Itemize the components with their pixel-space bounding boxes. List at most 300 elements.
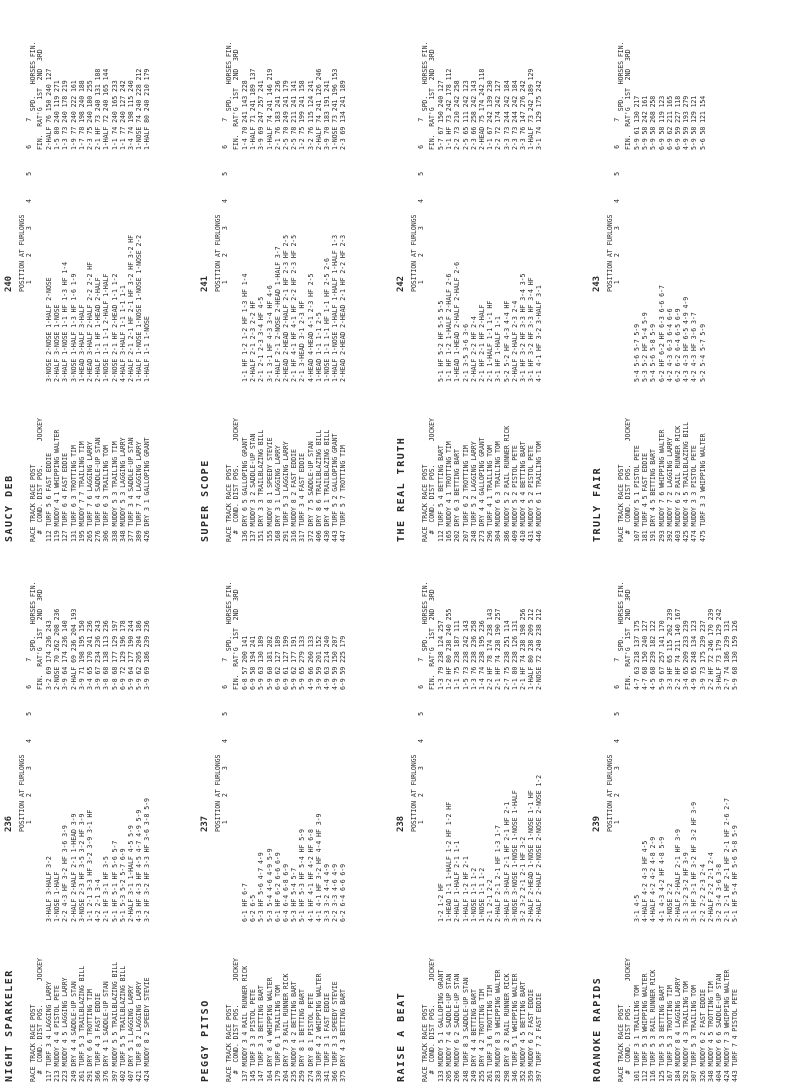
finish-row: 1-HALF 74 241 146 219 (265, 68, 274, 150)
race-info-row: 410 MUDDY 4 4 BETTING BART (518, 441, 527, 542)
position-calls-row: 6-2 6-2 6-4 6-5 6-9 (673, 308, 682, 382)
finish-row: 1-HALF 80 238 209 212 (527, 608, 536, 690)
furlongs-header: POSITION AT FURLONGS 1 2 3 4 5 6 7 (18, 657, 34, 832)
position-calls-row: 5-1 HF 5-1 HF 5-6 5-7 (110, 840, 119, 922)
race-info-header: RACE TRACK RACE POST # COND. DIST POS. JOCKEY (29, 958, 45, 1082)
race-info-row: 202 DRY 6 3 BETTING BART (453, 449, 462, 542)
position-calls-row: 4-2 4-3 6-3 6-4 6-6 (665, 308, 674, 382)
position-calls-row: 3-2 3-2 2-1 2-1 HF 3-2 (518, 836, 527, 922)
position-calls-row: 3-3 3-2 4-4 4-9 (322, 863, 331, 922)
position-calls-row: 4-2 2-1 3-4 (94, 879, 103, 922)
block-number: 239 (592, 816, 602, 832)
horse-name: ROANOKE RAPIDS (592, 976, 603, 1082)
race-info-row: 249 DRY 4 4 SADDLE-UP STAN (69, 981, 78, 1082)
position-calls-row: 3-1 4-5 (633, 894, 641, 922)
race-info-row: 195 MUDDY 7 7 TRAILING TIM (77, 441, 86, 542)
finish-row: 5-9 63 130 189 (257, 635, 266, 690)
position-calls-row: 1-HEAD 1-1 1-1 2-5 (314, 312, 323, 382)
position-calls-row: 5-2 5-2 HF 4-3 4-4 HF (502, 300, 511, 382)
position-calls-row: 5-3 5-2 HF 5-4 5-9 (641, 312, 650, 382)
finish-row: 1-1 77 240 127 242 (118, 80, 127, 150)
finish-row: 1-1 75 238 187 111 (453, 620, 462, 690)
position-calls-row: 2-2 3-3 4-6 4-9 (331, 863, 340, 922)
finish-row: 2-1 HF 74 238 198 256 (518, 608, 527, 690)
finish-row: 3-8 68 138 113 236 (102, 620, 111, 690)
race-info-row: 137 MUDDY 3 4 RAIL RUNNER RICK (241, 965, 249, 1082)
position-calls-row: 4-HALF 4-2 4-3 HF 4-5 (641, 840, 650, 922)
position-calls-row: 2-1 3-HEAD 3-1 2-3 HF (298, 300, 307, 382)
finish-row: 2-5 70 249 241 179 (281, 80, 290, 150)
finish-row: 3-9 59 201 152 (314, 635, 323, 690)
position-calls-row: 6-2 6-4 6-6 6-9 (339, 863, 348, 922)
position-calls-spacer (618, 692, 634, 922)
position-calls-row: 1-1 2-1 3-3 HF 3-2 3-9 3-1 HF (85, 809, 94, 922)
race-info-row: 475 TURF 3 3 WHIPPING WALTER (698, 433, 707, 542)
race-info-row: 330 TURF 4 2 WHIPPING WALTER (314, 973, 323, 1082)
finish-row: 2-HALF 74 241 126 246 (314, 68, 323, 150)
position-calls-row: 1-HALF 1-1 1-NOSE (143, 316, 152, 382)
race-info-row: 430 DRY 4 1 TRAILBLAZING BILL (322, 429, 331, 542)
race-info-row: 298 DRY 8 2 RAIL RUNNER RICK (502, 973, 511, 1082)
finish-row: 3-4 65 170 241 236 (85, 620, 94, 690)
finish-row: 2-1 HF 73 240 131 188 (94, 68, 103, 150)
finish-row: 1-1 67 242 139 230 (486, 80, 495, 150)
position-calls-row: 3-2 3-4 3-6 3-8 (714, 863, 723, 922)
race-record-block (594, 542, 800, 1082)
position-calls-column (422, 692, 544, 922)
race-info-row: 133 MUDDY 5 1 GALLOPING GRANT (437, 969, 445, 1082)
race-info-row: 375 DRY 4 3 BETTING BART (339, 989, 348, 1082)
finish-row: 1-5 80 240 119 271 (53, 80, 62, 150)
race-info-row: 147 TURF 3 3 BETTING BART (257, 985, 266, 1082)
position-calls-row: 2-HALF 1-HALF 2-1 1-1 (453, 840, 462, 922)
race-info-row: 338 MUDDY 5 3 TRAILING TIM (110, 441, 119, 542)
race-info-row: 306 TURF 6 3 TRAILING TOM (102, 445, 111, 542)
position-calls-row: 2-HALF 2-1 2-NOSE 2-HEAD 1-HALF 3-7 (273, 246, 282, 382)
position-calls-row: 5-3 HF 5-4 5-7 (290, 867, 299, 922)
position-calls-row: 2-1 HF 3-1 HF 3-5 (102, 856, 111, 922)
finish-row: 1-1 HF 73 242 178 112 (445, 68, 454, 150)
finish-row: 1-1 80 238 126 131 (510, 620, 519, 690)
position-calls-row: 2-1 2-1 2-2 (486, 879, 495, 922)
race-info-row: 348 MUDDY 4 5 TROTTING TIM (706, 981, 715, 1082)
finish-column (226, 4, 348, 150)
position-calls-row: 3-1 HF 1-HALF 1-1 (494, 316, 503, 382)
horse-name: RAISE A BEAT (396, 991, 407, 1082)
race-info-row: 248 TURF 5 2 LAGGING LARRY (469, 441, 478, 542)
position-calls-row: 4-HALF 4-2 4-2 4-8 2-9 (649, 836, 658, 922)
race-info-row: 261 TURF 5 3 TRAILBLAZING BILL (77, 965, 86, 1082)
race-info-row: 402 TURF 5 5 TRAILBLAZING BILL (118, 965, 127, 1082)
race-info-row: 443 TURF 7 4 PISTOL PETE (731, 989, 740, 1082)
race-info-row: 119 MUDDY 4 1 WHIPPING WALTER (53, 429, 62, 542)
finish-row: 5-7 67 150 240 127 (437, 80, 445, 150)
race-info-row: 409 MUDDY 5 2 PISTOL PETE (510, 445, 519, 542)
race-info-row: 292 MUDDY 4 3 TRAILING TOM (682, 981, 691, 1082)
finish-row: 6-8 57 200 141 (241, 635, 249, 690)
finish-column (422, 544, 544, 690)
race-info-row: 366 TURF 4 3 FAST EDDIE (94, 992, 103, 1082)
race-info-row: 168 DRY 3 1 LAGGING LARRY (273, 445, 282, 542)
finish-row: 2-7 74 186 239 131 (723, 620, 732, 690)
furlongs-header: POSITION AT FURLONGS 1 2 3 4 5 6 7 (410, 657, 426, 832)
finish-row: 2-5 78 211 241 141 (290, 80, 299, 150)
position-calls-row: 6-1 HF 6-2 6-6 6-9 (273, 852, 282, 922)
race-info-row: 107 MUDDY 5 1 PISTOL PETE (633, 445, 641, 542)
position-calls-row: 3-1 HF 3-2 HF 3-3 HF 3-4 HF (527, 277, 536, 382)
position-calls-row: 2-HALF 2-HALF 2-1 1-HEAD 3-9 (69, 813, 78, 922)
position-calls-row: 3-2 HF 3-2 HF 3-3 HF 3-6 3-8 5-9 (143, 798, 152, 922)
race-info-row: 191 DRY 4 5 BETTING BART (649, 449, 658, 542)
finish-row: 2-HALF 76 150 240 127 (45, 68, 53, 150)
finish-row: 2-1 HF 74 238 190 257 (494, 608, 503, 690)
finish-row: 2-HEAD 75 174 242 118 (477, 68, 486, 150)
position-calls-spacer (30, 692, 46, 922)
horse-name: THE REAL TRUTH (396, 436, 407, 542)
position-calls-row: 4-HALF 3-HALF 1-1 1-1 1-1 (118, 285, 127, 382)
finish-row: 2-HALF 69 236 204 193 (69, 608, 78, 690)
horse-name: PEGGY PITSO (200, 999, 211, 1082)
block-number: 237 (200, 816, 210, 832)
block-number: 236 (4, 816, 14, 832)
position-calls-row: 1-HEAD 1-1 1-HALF 1-2 HF 1-2 HF (445, 802, 454, 922)
horse-name: SAUCY DEB (4, 474, 15, 542)
position-calls-row: 2-HALF 3-1 1-HALF 4-5 5-9 (126, 825, 135, 922)
position-calls-row: 2-HALF 2-HALF 2-3 2-4 (510, 300, 519, 382)
race-info-row: 431 MUDDY 5 2 PISTOL PETE (527, 445, 536, 542)
finish-column (422, 4, 544, 150)
finish-row: 1-3 76 238 236 258 (469, 620, 478, 690)
position-calls-row: 1-HALF 1-NOSE 1-HALF 1-HALF 1-HALF 1-3 (331, 234, 340, 382)
race-info-row: 377 TURF 3 4 SADDLE-UP STAN (126, 437, 135, 542)
position-calls-row: 2-1 HF 2-1 HF 2-HALF (477, 304, 486, 382)
position-calls-row: 1-HEAD 3-HALF 3-HALF (77, 304, 86, 382)
position-calls-row: 4-1 HF 4-1 HF 4-2 HF 6-8 (306, 829, 315, 922)
finish-row: 4-9 66 260 133 (306, 635, 315, 690)
position-calls-row: 4-HEAD 4-HEAD 4-1 2-3 HF 2-5 (306, 273, 315, 382)
finish-row: 1-NOSE 73 241 196 153 (331, 68, 340, 150)
race-info-row: 112 TURF 5 4 BETTING BART (437, 445, 445, 542)
horse-name: TRULY FAIR (592, 466, 603, 542)
race-info-row: 137 MUDDY 3 2 SADDLE-UP STAN (249, 433, 258, 542)
position-calls-row: 2-HEAD 2-HEAD 2-HALF 2-1 HF 2-3 HF 2-5 (281, 234, 290, 382)
position-calls-row: 5-1 HF 5-4 HF 5-6 5-8 5-9 (731, 825, 740, 922)
position-calls-row: 2-HALF 2-2 2-1 2-4 (706, 852, 715, 922)
race-info-row: 112 TURF 5 3 WHIPPING WALTER (641, 973, 650, 1082)
finish-row: 5-9 62 205 204 186 (135, 620, 144, 690)
race-info-row: 407 DRY 5 1 LAGGING LARRY (126, 985, 135, 1082)
race-info-row: 164 DRY 8 4 WHIPPING WALTER (265, 977, 274, 1082)
position-calls-row: 4-1 4-1 HF 3-2 3-HALF 3-1 (535, 285, 544, 382)
finish-row: 3-9 69 186 239 236 (143, 620, 152, 690)
horse-name: SUPER SCOPE (200, 459, 211, 542)
position-calls-row: 1-NOSE 1-1 1-2 (469, 867, 478, 922)
finish-row: 1-1 74 240 165 233 (110, 80, 119, 150)
furlongs-header: POSITION AT FURLONGS 1 2 3 4 5 6 7 (214, 657, 230, 832)
finish-column (618, 544, 740, 690)
race-info-header: RACE TRACK RACE POST # COND. DIST POS. JOCKEY (225, 958, 241, 1082)
finish-row: 1-4 70 241 143 228 (241, 80, 249, 150)
position-calls-row: 3-1 3-1 HF 4-3 3-4 HF 4-6 (265, 285, 274, 382)
race-info-row: 296 TURF 4 1 TRAILING TOM (486, 445, 495, 542)
race-info-row: 181 TURF 4 5 FAST EDDIE (641, 452, 650, 542)
race-info-row: 184 MUDDY 8 4 LAGGING LARRY (673, 977, 682, 1082)
finish-row: 2-2 72 174 242 127 (494, 80, 503, 150)
race-info-row: 341 TURF 3 1 FAST EDDIE (322, 992, 331, 1082)
block-number: 240 (4, 276, 14, 292)
race-info-header: RACE TRACK RACE POST # COND. DIST POS. JOCKEY (617, 958, 633, 1082)
position-calls-row: 2-HEAD 2-HEAD 2-HEAD 2-1 HF 2-2 HF 2-3 (339, 234, 348, 382)
position-calls-row: 2-2 2-2 2-3 2-4 (698, 863, 707, 922)
race-info-row: 397 TURF 7 2 FAST EDDIE (535, 992, 544, 1082)
horse-name: NIGHT SPARKELER (4, 969, 15, 1082)
finish-row: 1-HALF 80 240 210 179 (143, 68, 152, 150)
finish-row: 6-9 59 225 179 (339, 635, 348, 690)
finish-row: 2-5 65 111 242 123 (461, 80, 470, 150)
finish-row: 5-9 58 129 121 (690, 95, 699, 150)
race-info-row: 474 MUDDY 3 3 PISTOL PETE (690, 445, 699, 542)
position-calls-row: 2-HALF 2-HALF 2-NOSE 2-NOSE 2-NOSE 1-2 (535, 774, 544, 922)
race-info-row: 274 DRY 8 1 PISTOL PETE (306, 992, 315, 1082)
furlongs-header: POSITION AT FURLONGS 1 2 3 4 5 6 7 (606, 117, 622, 292)
race-info-row: 223 MUDDY 4 5 LAGGING LARRY (61, 977, 70, 1082)
position-calls-row: 4-1 4-3 4-2 HF 4-8 5-9 (657, 836, 666, 922)
finish-row: 2-3 69 134 241 189 (339, 80, 348, 150)
position-calls-column (30, 692, 152, 922)
race-info-row: 265 TURF 7 6 LAGGING LARRY (85, 441, 94, 542)
race-info-row: 326 MUDDY 6 2 FAST EDDIE (698, 989, 707, 1082)
position-calls-column (618, 152, 708, 382)
position-calls-row: 1-1 HF 1-2 1-HALF 2-HALF 2-6 (445, 273, 454, 382)
finish-row: 1-2 75 199 241 158 (298, 80, 307, 150)
finish-row: 6-9 59 227 118 (673, 95, 682, 150)
race-info-row: 273 DRY 4 4 GALLOPING GRANT (477, 437, 486, 542)
position-calls-row: 1-NOSE 1-1 1-2 (477, 867, 486, 922)
finish-row: 5-9 58 242 161 (641, 95, 650, 150)
race-info-row: 426 DRY 3 1 GALLOPING GRANT (143, 437, 152, 542)
position-calls-row: 1-HALF 1-2 HF 2-1 (461, 856, 470, 922)
position-calls-row: 6-4 6-4 6-8 6-9 (281, 863, 290, 922)
race-info-row: 117 TURF 3 4 LAGGING LARRY (45, 981, 53, 1082)
furlongs-header: POSITION AT FURLONGS 1 2 3 4 5 6 7 (606, 657, 622, 832)
race-info-row: 125 TURF 5 3 BETTING BART (657, 985, 666, 1082)
race-info-row: 386 MUDDY 5 2 RAIL RUNNER RICK (502, 425, 511, 542)
position-calls-column (226, 152, 348, 382)
finish-row: 3-HALF 73 179 129 242 (714, 608, 723, 690)
block-number: 238 (396, 816, 406, 832)
finish-column (226, 544, 348, 690)
finish-row: 4-7 68 150 240 127 (641, 620, 650, 690)
finish-row: 5-9 67 257 141 170 (657, 620, 666, 690)
race-info-row: 372 DRY 7 5 SADDLE-UP STAN (306, 441, 315, 542)
position-calls-row: 4-3 HF 4-3 HF 4-5 4-7 4-9 5-9 (135, 809, 144, 922)
race-info-row: 165 MUDDY 4 1 TROTTING TIM (445, 441, 454, 542)
race-info-row: 424 MUDDY 7 3 WHIPPING WALTER (723, 969, 732, 1082)
position-calls-row: 1-NOSE 1-HALF (53, 871, 62, 922)
furlongs-header: POSITION AT FURLONGS 1 2 3 4 5 6 7 (18, 117, 34, 292)
finish-row: 3-9 69 247 257 241 (257, 80, 266, 150)
race-info-row: 425 MUDDY 4 5 TRAILBLAZING BILL (682, 422, 691, 542)
position-calls-column (618, 692, 740, 922)
finish-header: SPD. HORSES FIN. FIN. RAT'G 1ST 2ND 3RD (421, 581, 437, 690)
finish-row: 6-9 62 127 189 (273, 635, 282, 690)
finish-row: 5-9 64 177 190 244 (126, 620, 135, 690)
position-calls-row: 3-NOSE 2-3 HF 3-5 3-2 HF 3-9 (77, 813, 86, 922)
race-info-row: 101 TURF 3 1 TRAILING TOM (633, 985, 641, 1082)
race-info-row: 366 TURF 3 3 SPEEDY STEVIE (331, 981, 340, 1082)
finish-row: 6-9 58 119 123 (657, 95, 666, 150)
race-info-header: RACE TRACK RACE POST # COND. DIST POS. JOCKEY (29, 418, 45, 542)
position-calls-row: 4-3 4-3 HF 6-5 4-9 4-9 (682, 296, 691, 382)
race-info-row: 145 TURF 3 3 PISTOL PETE (249, 989, 258, 1082)
finish-row: 3-9 67 234 236 243 (94, 620, 103, 690)
finish-row: 1-4 74 238 195 236 (477, 620, 486, 690)
finish-row: 3-9 71 198 195 150 (77, 620, 86, 690)
finish-header: SPD. HORSES FIN. FIN. RAT'G 1ST 2ND 3RD (617, 581, 633, 690)
race-info-row: 127 TURF 6 4 FAST EDDIE (61, 452, 70, 542)
finish-row: 5-9 61 130 217 (633, 95, 641, 150)
finish-row: 2-2 73 210 242 258 (453, 80, 462, 150)
position-calls-row: 1-NOSE 1-1 1-1 2-HALF 1-HALF (102, 273, 111, 382)
position-calls-row: 4-2 4-3 HF 3-6 3-7 (690, 312, 699, 382)
finish-row: 1-5 73 238 242 143 (461, 620, 470, 690)
position-calls-row: 2-1 1-HALF 1-1 1-1 HF (486, 300, 495, 382)
race-info-row: 421 TURF 8 2 LAGGING LARRY (135, 981, 144, 1082)
finish-row: 6-9 72 129 196 178 (118, 620, 127, 690)
finish-row: 2-3 73 244 242 184 (510, 80, 519, 150)
finish-row: 1-HALF 72 240 165 144 (102, 68, 111, 150)
finish-row: 3-9 64 174 236 140 (61, 620, 70, 690)
race-info-row: 131 TURF 6 3 TROTTING TIM (69, 445, 78, 542)
race-info-row: 204 DRY 7 3 RAIL RUNNER RICK (281, 973, 290, 1082)
position-calls-row: 1-HEAD 1-HEAD 2-HALF 2-HALF 2-6 (453, 262, 462, 382)
race-info-row: 112 TURF 5 6 FAST EDDIE (45, 452, 53, 542)
race-info-row: 446 MUDDY 6 1 TRAILING TOM (535, 441, 544, 542)
finish-row: 2-2 HF 74 211 140 167 (673, 608, 682, 690)
block-number: 242 (396, 276, 406, 292)
finish-row: 5-9 62 177 191 (290, 635, 299, 690)
race-info-row: 179 TURF 6 1 TRAILING TOM (273, 985, 282, 1082)
finish-row: 1-NOSE 74 240 228 212 (135, 68, 144, 150)
finish-row: 6-9 62 211 165 (665, 95, 674, 150)
position-calls-row: 2-NOSE 2-1 HF 2-HEAD 1-1 1-2 (110, 273, 119, 382)
race-info-row: 248 TURF 8 3 SADDLE-UP STAN (461, 977, 470, 1082)
finish-row: 4-7 63 218 137 175 (633, 620, 641, 690)
position-calls-row: 5-2 5-4 5-7 5-9 (698, 323, 707, 382)
finish-row: 3-3 73 244 242 184 (502, 80, 511, 150)
race-info-row: 205 MUDDY 7 4 SADDLE-UP STAN (445, 973, 454, 1082)
race-info-row: 291 DRY 6 6 TROTTING TIM (85, 989, 94, 1082)
position-calls-row: 1-2 1-2 HF (437, 883, 445, 922)
position-calls-row: 2-1 2-1 HF 2-1 HF 2-1 HF 2-6 2-7 (723, 798, 732, 922)
race-info-row: 207 TURF 6 2 TROTTING TIM (461, 445, 470, 542)
race-info-header: RACE TRACK RACE POST # COND. DIST POS. JOCKEY (421, 418, 437, 542)
race-info-row: 136 DRY 6 5 GALLOPING GRANT (241, 437, 249, 542)
finish-row: 3-3 HF 65 115 262 239 (665, 608, 674, 690)
position-calls-row: 2-HALF 2-1 2-3 2-2 HF (249, 300, 258, 382)
finish-row: 6-9 61 127 199 (281, 635, 290, 690)
race-info-row: 406 DRY 8 6 TRAILBLAZING BILL (314, 429, 323, 542)
position-calls-row: 3-1 HF 3-1 HF 3-2 HF 3-2 HF 3-9 (690, 802, 699, 922)
race-info-row: 283 MUDDY 8 3 WHIPPING WALTER (494, 969, 503, 1082)
position-calls-row: 3-HALF 3-HALF 3-2 (45, 856, 53, 922)
finish-row: 1-9 77 240 222 161 (69, 80, 78, 150)
position-calls-row: 2-HALF 2-1 2-1 HF 1-3 1-7 (494, 825, 503, 922)
position-calls-row: 2-1 3-5 3-6 3-6 (461, 323, 470, 382)
block-number: 243 (592, 276, 602, 292)
race-info-row: 348 MUDDY 5 3 LAGGING LARRY (118, 437, 127, 542)
finish-column (618, 4, 708, 150)
position-calls-row: 6-2 6-5 (249, 894, 258, 922)
race-info-row: 404 MUDDY 6 6 SADDLE-UP STAN (714, 973, 723, 1082)
finish-header: SPD. HORSES FIN. FIN. RAT'G 1ST 2ND 3RD (617, 41, 633, 150)
furlongs-header: POSITION AT FURLONGS 1 2 3 4 5 6 7 (214, 117, 230, 292)
finish-row: 4-9 65 248 134 123 (690, 620, 699, 690)
position-calls-row: 5-1 HF 5-2 HF 5-5 5-5 (437, 300, 445, 382)
position-calls-spacer (226, 152, 242, 382)
finish-row: 5-9 60 181 202 (265, 635, 274, 690)
position-calls-row: 5-4 5-6 5-8 5-9 (649, 323, 658, 382)
finish-row: 5-9 68 130 159 126 (731, 620, 740, 690)
finish-row: 1-7 78 198 240 188 (77, 80, 86, 150)
race-info-header: RACE TRACK RACE POST # COND. DIST POS. JOCKEY (225, 418, 241, 542)
race-info-row: 116 TURF 5 3 RAIL RUNNER RICK (649, 969, 658, 1082)
finish-row: 3-9 70 183 191 241 (322, 80, 331, 150)
race-record-block (594, 2, 800, 542)
position-calls-row: 6-1 HF 6-7 (241, 883, 249, 922)
finish-row: 1-HALF 71 241 189 137 (249, 68, 258, 150)
position-calls-row: 2-HALF 2-HEAD 1-NOSE 1-NOSE 1-1 HF (527, 790, 536, 922)
race-info-row: 447 TURF 5 7 TROTTING TIM (339, 445, 348, 542)
position-calls-column (30, 152, 152, 382)
race-info-row: 443 TURF 5 2 GALLOPING GRANT (331, 433, 340, 542)
position-calls-row: 3-HALF 1-NOSE 1-1 HF 1-3 HF 1-4 (61, 262, 70, 382)
finish-row: 3-2 76 115 124 241 (306, 80, 315, 150)
finish-row: 2-3 75 240 180 255 (85, 80, 94, 150)
finish-row: 2-NOSE 72 240 238 212 (535, 608, 544, 690)
finish-header: SPD. HORSES FIN. FIN. RAT'G 1ST 2ND 3RD (225, 581, 241, 690)
finish-row: 1-3 79 238 124 257 (437, 620, 445, 690)
finish-row: 2-7 75 238 251 114 (502, 620, 511, 690)
finish-row: 3-3 76 147 276 242 (518, 80, 527, 150)
race-info-row: 259 DRY 8 1 BETTING BART (298, 989, 307, 1082)
race-info-row: 352 MUDDY 4 5 BETTING BART (518, 981, 527, 1082)
finish-row: 5-6 58 121 154 (698, 95, 707, 150)
race-info-row: 155 MUDDY 8 1 SPEEDY STEVIE (265, 437, 274, 542)
race-info-row: 359 MUDDY 6 2 FAST EDDIE (527, 989, 536, 1082)
position-calls-row: 2-1 HF 4-1 HF 4-1 HF 2-2 HF 2-3 HF 2-5 (290, 234, 299, 382)
finish-row: 2-3 66 258 242 143 (469, 80, 478, 150)
position-calls-row: 3-HALF 3-HALF 2-1 HF 2-1 HF 2-1 (502, 802, 511, 922)
position-calls-row: 2-1 2-1 2-3 3-4 HF 4-5 (257, 296, 266, 382)
finish-row: 3-9 73 175 239 237 (698, 620, 707, 690)
finish-row: 6-9 58 194 241 (249, 635, 258, 690)
finish-row: 2-1 76 183 241 236 (273, 80, 282, 150)
position-calls-row: 3-NOSE 3-NOSE 1-NOSE 1-NOSE 1-HALF (510, 790, 519, 922)
position-calls-row: 5-4 5-6 5-7 5-9 (633, 323, 641, 382)
race-info-row: 213 MUDDY 4 4 PISTOL PETE (53, 985, 62, 1082)
race-info-row: 249 DRY 4 4 BETTING BART (469, 989, 478, 1082)
race-info-row: 276 TURF 6 4 SADDLE-UP STAN (94, 437, 103, 542)
position-calls-row: 6-2 HF 6-2 HF 6-3 6-6 6-7 (657, 285, 666, 382)
finish-row: 2-NOSE 70 262 208 236 (53, 608, 62, 690)
finish-row: 3-1 74 129 175 242 (535, 80, 544, 150)
race-info-row: 346 TURF 5 1 WHIPPING WALTER (510, 973, 519, 1082)
position-calls-row: 2-HALF 3-NOSE 1-NOSE (53, 304, 62, 382)
position-calls-row: 2-HALF 2-HALF 2-1 HF 3-9 (673, 829, 682, 922)
race-info-row: 424 MUDDY 8 2 SPEEDY STEVIE (143, 977, 152, 1082)
furlongs-header: POSITION AT FURLONGS 1 2 3 4 5 6 7 (410, 117, 426, 292)
